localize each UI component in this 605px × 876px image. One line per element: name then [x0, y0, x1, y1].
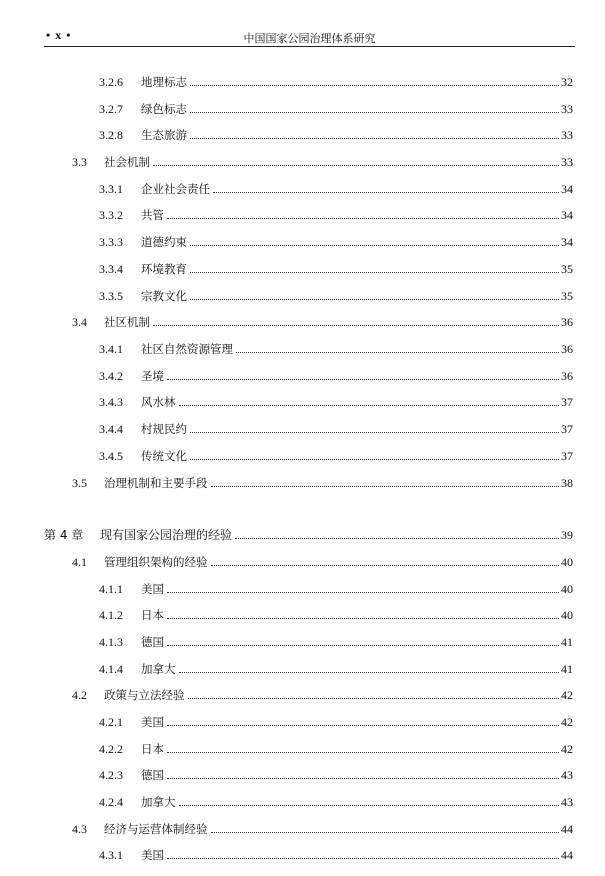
toc-entry-page: 36: [561, 342, 573, 356]
toc-entry-number: 4.1.3: [99, 635, 123, 649]
toc-entry-title: 圣境: [141, 369, 164, 383]
toc-entry-title: 管理组织架构的经验: [104, 555, 208, 569]
toc-entry-page: 33: [561, 128, 573, 142]
dot-leader: [167, 379, 559, 380]
toc-entry[interactable]: [99, 180, 573, 196]
toc-entry-number: 3.3.5: [99, 289, 123, 303]
toc-entry-page: 43: [561, 795, 573, 809]
toc-entry-number: 3.4.4: [99, 422, 123, 436]
toc-entry-page: 39: [561, 528, 573, 542]
toc-entry[interactable]: [99, 126, 573, 142]
toc-entry-page: 41: [561, 635, 573, 649]
toc-entry[interactable]: [99, 846, 573, 862]
toc-entry-number: 4.2.3: [99, 768, 123, 782]
toc-entry[interactable]: [99, 287, 573, 303]
toc-entry-page: 40: [561, 608, 573, 622]
toc-entry-number: 3.4.1: [99, 342, 123, 356]
toc-entry-number: 3.3.2: [99, 208, 123, 222]
toc-entry-number: 3.4: [72, 315, 87, 329]
toc-entry[interactable]: [72, 313, 573, 329]
toc-entry-title: 治理机制和主要手段: [104, 476, 208, 490]
toc-entry-number: 4.2.1: [99, 715, 123, 729]
dot-leader: [179, 405, 560, 406]
toc-entry[interactable]: [99, 660, 573, 676]
toc-entry-page: 33: [561, 155, 573, 169]
dot-leader: [190, 112, 559, 113]
toc-entry[interactable]: [99, 447, 573, 463]
toc-entry-number: 3.4.5: [99, 449, 123, 463]
page-number: • x •: [46, 28, 72, 42]
dot-leader: [211, 565, 560, 566]
dot-leader: [190, 85, 559, 86]
toc-entry-title: 德国: [141, 768, 164, 782]
dot-leader: [179, 672, 560, 673]
dot-leader: [190, 459, 559, 460]
toc-entry[interactable]: [99, 420, 573, 436]
header-title: 中国国家公园治理体系研究: [243, 32, 376, 45]
toc-entry[interactable]: [72, 474, 573, 490]
toc-entry-number: 4.1.4: [99, 662, 123, 676]
toc-entry[interactable]: [99, 73, 573, 89]
dot-leader: [190, 245, 559, 246]
toc-entry-number: 3.2.7: [99, 102, 123, 116]
toc-entry-title: 社区自然资源管理: [141, 342, 233, 356]
toc-entry-page: 42: [561, 715, 573, 729]
toc-entry-title: 宗教文化: [141, 289, 187, 303]
dot-leader: [167, 858, 559, 859]
toc-entry-title: 社区机制: [104, 315, 150, 329]
toc-entry-title: 企业社会责任: [141, 182, 210, 196]
dot-leader: [190, 299, 559, 300]
toc-entry-page: 36: [561, 315, 573, 329]
dot-leader: [211, 832, 560, 833]
toc-entry-number: 3.2.6: [99, 75, 123, 89]
toc-entry[interactable]: [99, 233, 573, 249]
toc-entry-number: 3.3.1: [99, 182, 123, 196]
toc-entry[interactable]: [99, 393, 573, 409]
toc-entry[interactable]: [72, 686, 573, 702]
toc-entry-page: 33: [561, 102, 573, 116]
toc-entry-number: 4.3.1: [99, 848, 123, 862]
dot-leader: [167, 645, 559, 646]
toc-entry-title: 美国: [141, 848, 164, 862]
toc-entry-title: 美国: [141, 715, 164, 729]
toc-entry-page: 41: [561, 662, 573, 676]
toc-entry-number: 4.1: [72, 555, 87, 569]
dot-leader: [188, 698, 560, 699]
dot-leader: [167, 725, 559, 726]
toc-entry-title: 日本: [141, 608, 164, 622]
toc-entry-number: 4.2: [72, 688, 87, 702]
dot-leader: [153, 325, 559, 326]
dot-leader: [190, 272, 559, 273]
toc-entry-title: 日本: [141, 742, 164, 756]
running-header: [44, 28, 575, 47]
toc-entry-page: 44: [561, 848, 573, 862]
toc-entry[interactable]: [99, 713, 573, 729]
dot-leader: [235, 538, 559, 539]
toc-entry-page: 40: [561, 582, 573, 596]
toc-entry-page: 32: [561, 75, 573, 89]
toc-entry-title: 德国: [141, 635, 164, 649]
toc-entry[interactable]: [99, 340, 573, 356]
toc-entry-number: 3.3: [72, 155, 87, 169]
dot-leader: [211, 486, 560, 487]
toc-entry-title: 村规民约: [141, 422, 187, 436]
toc-entry-title: 风水林: [141, 395, 176, 409]
toc-entry-number: 4.3: [72, 822, 87, 836]
toc-entry-title: 生态旅游: [141, 128, 187, 142]
toc-entry-page: 37: [561, 395, 573, 409]
toc-entry[interactable]: [99, 367, 573, 383]
toc-entry-title: 现有国家公园治理的经验: [100, 528, 233, 542]
toc-entry-page: 44: [561, 822, 573, 836]
toc-entry-page: 37: [561, 422, 573, 436]
toc-entry-number: 4.1.1: [99, 582, 123, 596]
toc-entry-page: 38: [561, 476, 573, 490]
toc-entry[interactable]: [99, 606, 573, 622]
dot-leader: [190, 138, 559, 139]
toc-entry-page: 40: [561, 555, 573, 569]
toc-entry-number: 4.1.2: [99, 608, 123, 622]
dot-leader: [179, 805, 560, 806]
dot-leader: [236, 352, 559, 353]
toc-entry-number: 4.2.4: [99, 795, 123, 809]
toc-entry-title: 共管: [141, 208, 164, 222]
toc-entry-number: 第 4 章: [44, 528, 84, 542]
toc-entry-title: 社会机制: [104, 155, 150, 169]
dot-leader: [167, 752, 559, 753]
toc-entry[interactable]: [99, 100, 573, 116]
toc-entry-page: 34: [561, 182, 573, 196]
toc-entry[interactable]: [99, 793, 573, 809]
dot-leader: [167, 218, 559, 219]
dot-leader: [213, 192, 559, 193]
toc-entry-title: 加拿大: [141, 795, 176, 809]
toc-entry-page: 34: [561, 235, 573, 249]
toc-entry[interactable]: [44, 526, 573, 542]
toc-entry-page: 37: [561, 449, 573, 463]
toc-entry-title: 道德约束: [141, 235, 187, 249]
toc-entry-title: 环境教育: [141, 262, 187, 276]
toc-entry[interactable]: [99, 766, 573, 782]
toc-entry-number: 3.4.2: [99, 369, 123, 383]
toc-entry-title: 地理标志: [141, 75, 187, 89]
toc-entry-page: 42: [561, 742, 573, 756]
toc-entry-number: 3.5: [72, 476, 87, 490]
toc-entry[interactable]: [99, 633, 573, 649]
toc-entry-page: 42: [561, 688, 573, 702]
toc-entry-title: 政策与立法经验: [104, 688, 185, 702]
toc-entry-page: 35: [561, 262, 573, 276]
dot-leader: [153, 165, 559, 166]
toc-entry[interactable]: [72, 153, 573, 169]
dot-leader: [167, 618, 559, 619]
toc-entry[interactable]: [72, 820, 573, 836]
toc-entry-page: 43: [561, 768, 573, 782]
toc-entry-number: 3.3.4: [99, 262, 123, 276]
toc-entry-title: 绿色标志: [141, 102, 187, 116]
toc-entry[interactable]: [99, 206, 573, 222]
toc-entry-title: 加拿大: [141, 662, 176, 676]
toc-entry-title: 经济与运营体制经验: [104, 822, 208, 836]
dot-leader: [190, 432, 559, 433]
toc-entry[interactable]: [72, 553, 573, 569]
toc-entry[interactable]: [99, 260, 573, 276]
toc-entry-title: 传统文化: [141, 449, 187, 463]
toc-entry-title: 美国: [141, 582, 164, 596]
dot-leader: [167, 778, 559, 779]
toc-entry-number: 3.3.3: [99, 235, 123, 249]
toc-entry[interactable]: [99, 580, 573, 596]
toc-entry-number: 4.2.2: [99, 742, 123, 756]
toc-entry-number: 3.2.8: [99, 128, 123, 142]
toc-entry[interactable]: [99, 740, 573, 756]
toc-entry-page: 35: [561, 289, 573, 303]
dot-leader: [167, 592, 559, 593]
toc-entry-page: 34: [561, 208, 573, 222]
toc-entry-page: 36: [561, 369, 573, 383]
toc-entry-number: 3.4.3: [99, 395, 123, 409]
